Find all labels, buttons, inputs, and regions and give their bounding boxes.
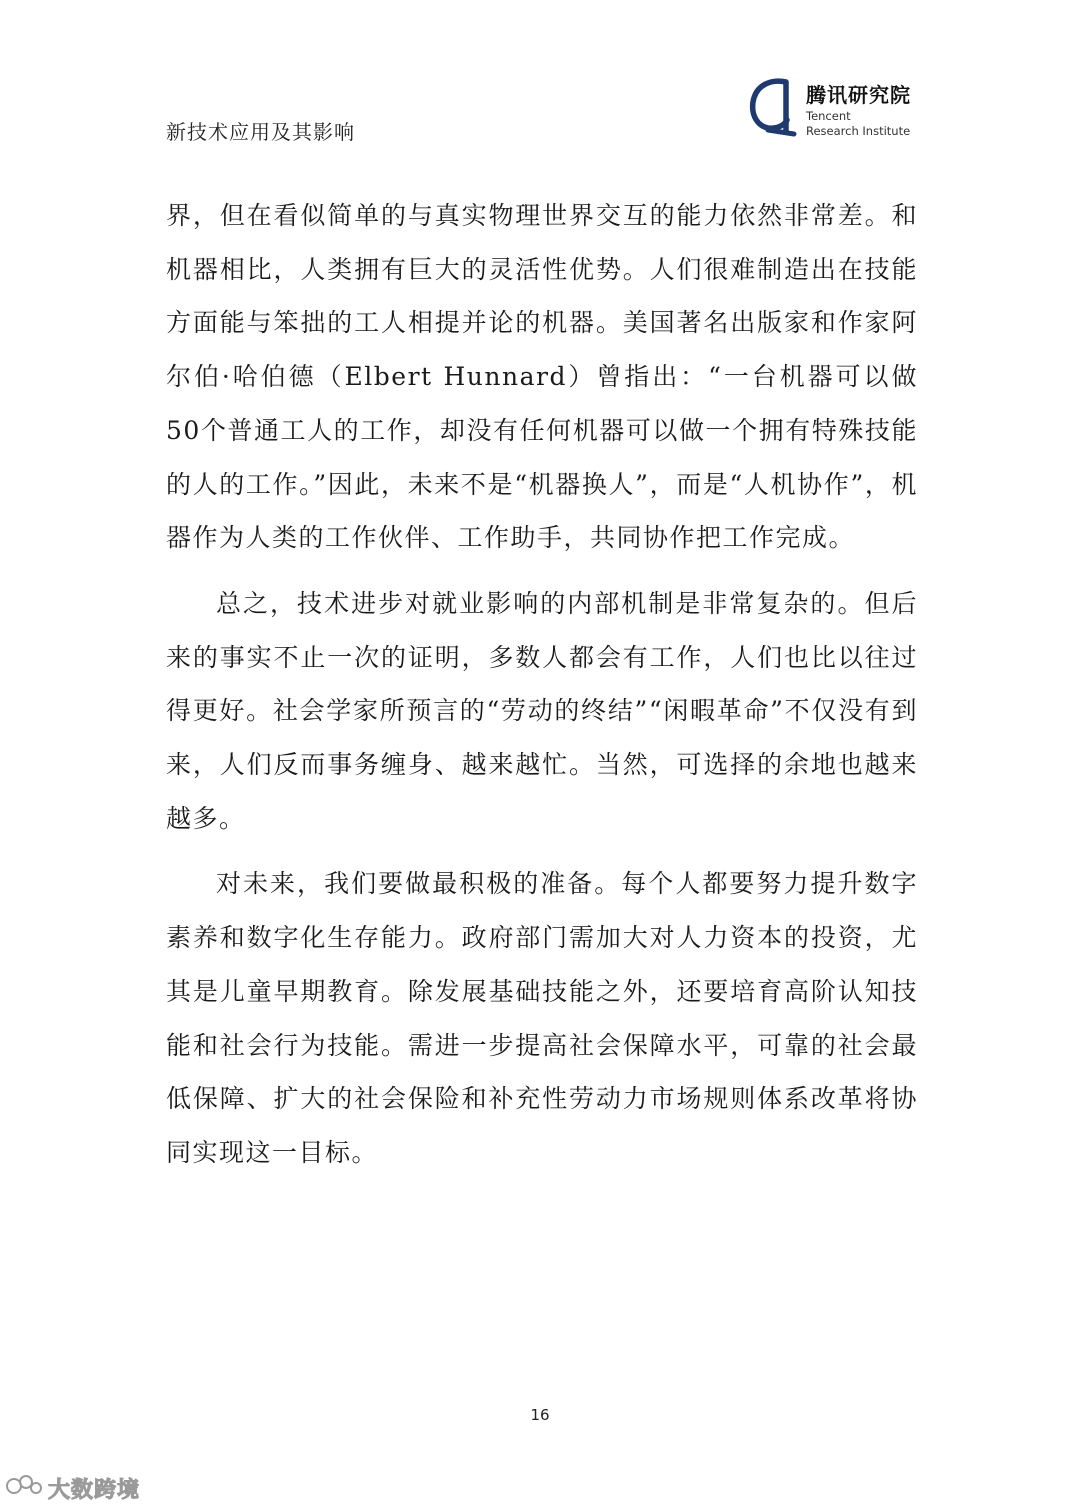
watermark [4, 1470, 164, 1504]
tencent-research-logo [746, 76, 946, 140]
logo-name-cn: 腾讯研究院 [806, 83, 911, 107]
watermark-text: 大数跨境 [48, 1478, 141, 1503]
paragraph-2: 总之，技术进步对就业影响的内部机制是非常复杂的。但后来的事实不止一次的证明，多数人都会有工作，人们也比以往过得更好。社会学家所预言的“劳动的终结”“闲暇革命”不仅没有到来，人们反而事务缠身、越来越忙。当然，可选择的余地也越来越多。 [166, 588, 918, 833]
body-text [166, 189, 918, 1192]
paragraph-1: 界，但在看似简单的与真实物理世界交互的能力依然非常差。和机器相比，人类拥有巨大的灵活性优势。人们很难制造出在技能方面能与笨拙的工人相提并论的机器。美国著名出版家和作家阿尔伯·哈伯德（Elbert Hunnard）曾指出：“一台机器可以做50个普通工人的工作，却没有任何机器可以做一个拥有特殊技能的人的工作。”因此，未来不是“机器换人”，而是“人机协作”，机器作为人类的工作伙伴、工作助手，共同协作把工作完成。 [166, 201, 918, 553]
logo-name-en-line2: Research Institute [806, 124, 911, 138]
tencent-research-logo-icon [746, 76, 802, 138]
logo-name-en-line1: Tencent [806, 109, 851, 123]
document-header-title: 新技术应用及其影响 [166, 120, 355, 144]
page-number: 16 [530, 1406, 550, 1424]
paragraph-3: 对未来，我们要做最积极的准备。每个人都要努力提升数字素养和数字化生存能力。政府部门需加大对人力资本的投资，尤其是儿童早期教育。除发展基础技能之外，还要培育高阶认知技能和社会行为技能。需进一步提高社会保障水平，可靠的社会最低保障、扩大的社会保险和补充性劳动力市场规则体系改革将协同实现这一目标。 [166, 869, 918, 1167]
dashuo-logo-icon [4, 1470, 46, 1502]
